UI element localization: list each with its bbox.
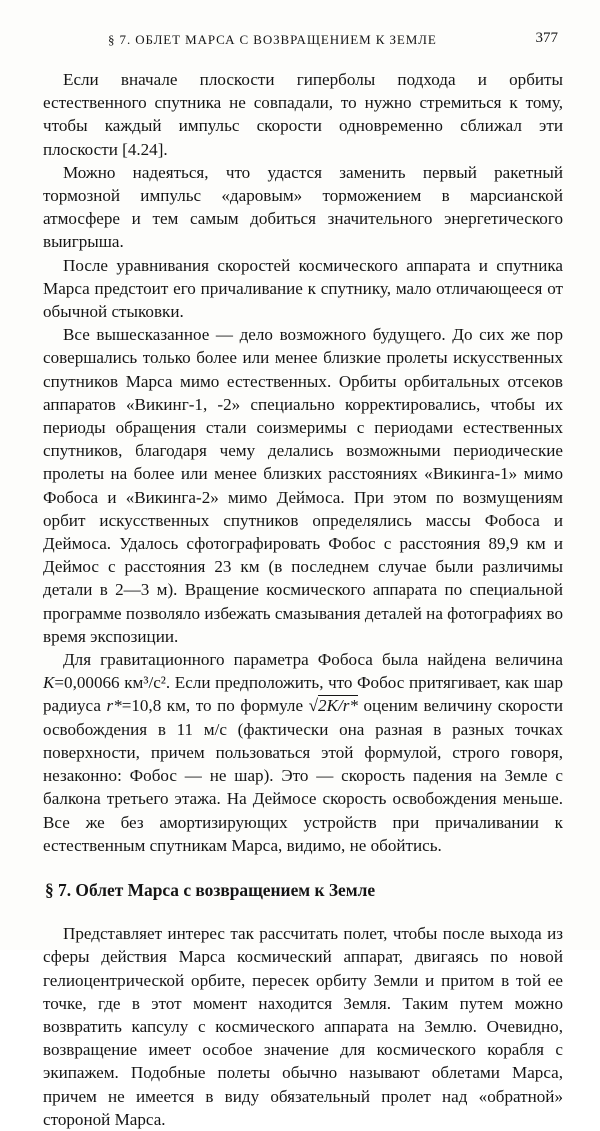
k-value: =0,00066 км³/с². Если предположить, что Фобос притягивает, как шар радиуса (43, 673, 563, 716)
page-number: 377 (535, 30, 558, 46)
sqrt-sign: √ (308, 696, 319, 716)
paragraph-mars-flyby-return: Представляет интерес так рассчитать полет, чтобы после выхода из сферы действия Марса космический аппарат, двигаясь по новой гелиоцентрической орбите, пересек орбиту Земли и притом в той ее точке, где в этот момент находится Земля. Таким путем можно возвратить капсулу с космического аппарата на Землю. Очевидно, возвращение имеет особое значение для космического корабля с экипажем. Подобные полеты обычно называют облетами Марса, причем не имеется в виду обязательный пролет над «обратной» стороной Марса. (43, 924, 563, 1129)
paragraph-phobos-gravity (43, 648, 563, 857)
r-symbol: r* (106, 696, 122, 716)
r-value: =10,8 км, то по формуле (121, 696, 309, 716)
phobos-text-part1: Для гравитационного параметра Фобоса была найдена величина (63, 650, 563, 670)
escape-velocity-formula: 2K/r* (318, 696, 358, 716)
body-text (43, 68, 563, 1131)
running-title: § 7. ОБЛЕТ МАРСА С ВОЗВРАЩЕНИЕМ К ЗЕМЛЕ (108, 32, 437, 47)
paragraph-plane-alignment: Если вначале плоскости гиперболы подхода и орбиты естественного спутника не совпадали, то нужно стремиться к тому, чтобы каждый импульс скорости одновременно сближал эти плоскости [4.24]. (43, 70, 563, 159)
k-symbol: K (43, 673, 55, 693)
section-heading: § 7. Облет Марса с возвращением к Земле (45, 879, 376, 900)
phobos-text-part2: оценим величину скорости освобождения в 11 м/с (фактически она разная в разных точках поверхности, причем пользоваться этой формулой, строго говоря, незаконно: Фобос — не шар). Это — скорость падения на Земле с балкона третьего этажа. На Деймосе скорость освобождения меньше. Все же без амортизирующих устройств при причаливании к естественным спутникам Марса, видимо, не обойтись. (43, 696, 563, 855)
paragraph-aerobraking: Можно надеяться, что удастся заменить первый ракетный тормозной импульс «даровым» торможением в марсианской атмосфере и тем самым добиться значительного энергетического выигрыша. (43, 162, 563, 252)
page-header (108, 30, 558, 54)
paragraph-viking-flybys: Все вышесказанное — дело возможного будущего. До сих же пор совершались только более или менее близкие пролеты искусственных спутников Марса мимо естественных. Орбиты орбитальных отсеков аппаратов «Викинг-1, -2» специально корректировались, чтобы их периоды обращения стали соизмеримы с периодами естественных спутников, благодаря чему делались возможными периодические пролеты на более или менее близких расстояниях «Викинга-1» мимо Фобоса и «Викинга-2» мимо Деймоса. При этом по возмущениям орбит искусственных спутников определялись массы Фобоса и Деймоса. Удалось сфотографировать Фобос с расстояния 89,9 км и Деймос с расстояния 23 км (в последнем случае были различимы детали в 2—3 м). Вращение космического аппарата по специальной программе позволяло избежать смазывания деталей на фотографиях во время экспозиции. (43, 325, 563, 646)
paragraph-docking: После уравнивания скоростей космического аппарата и спутника Марса предстоит его причаливание к спутнику, мало отличающееся от обычной стыковки. (43, 255, 563, 322)
